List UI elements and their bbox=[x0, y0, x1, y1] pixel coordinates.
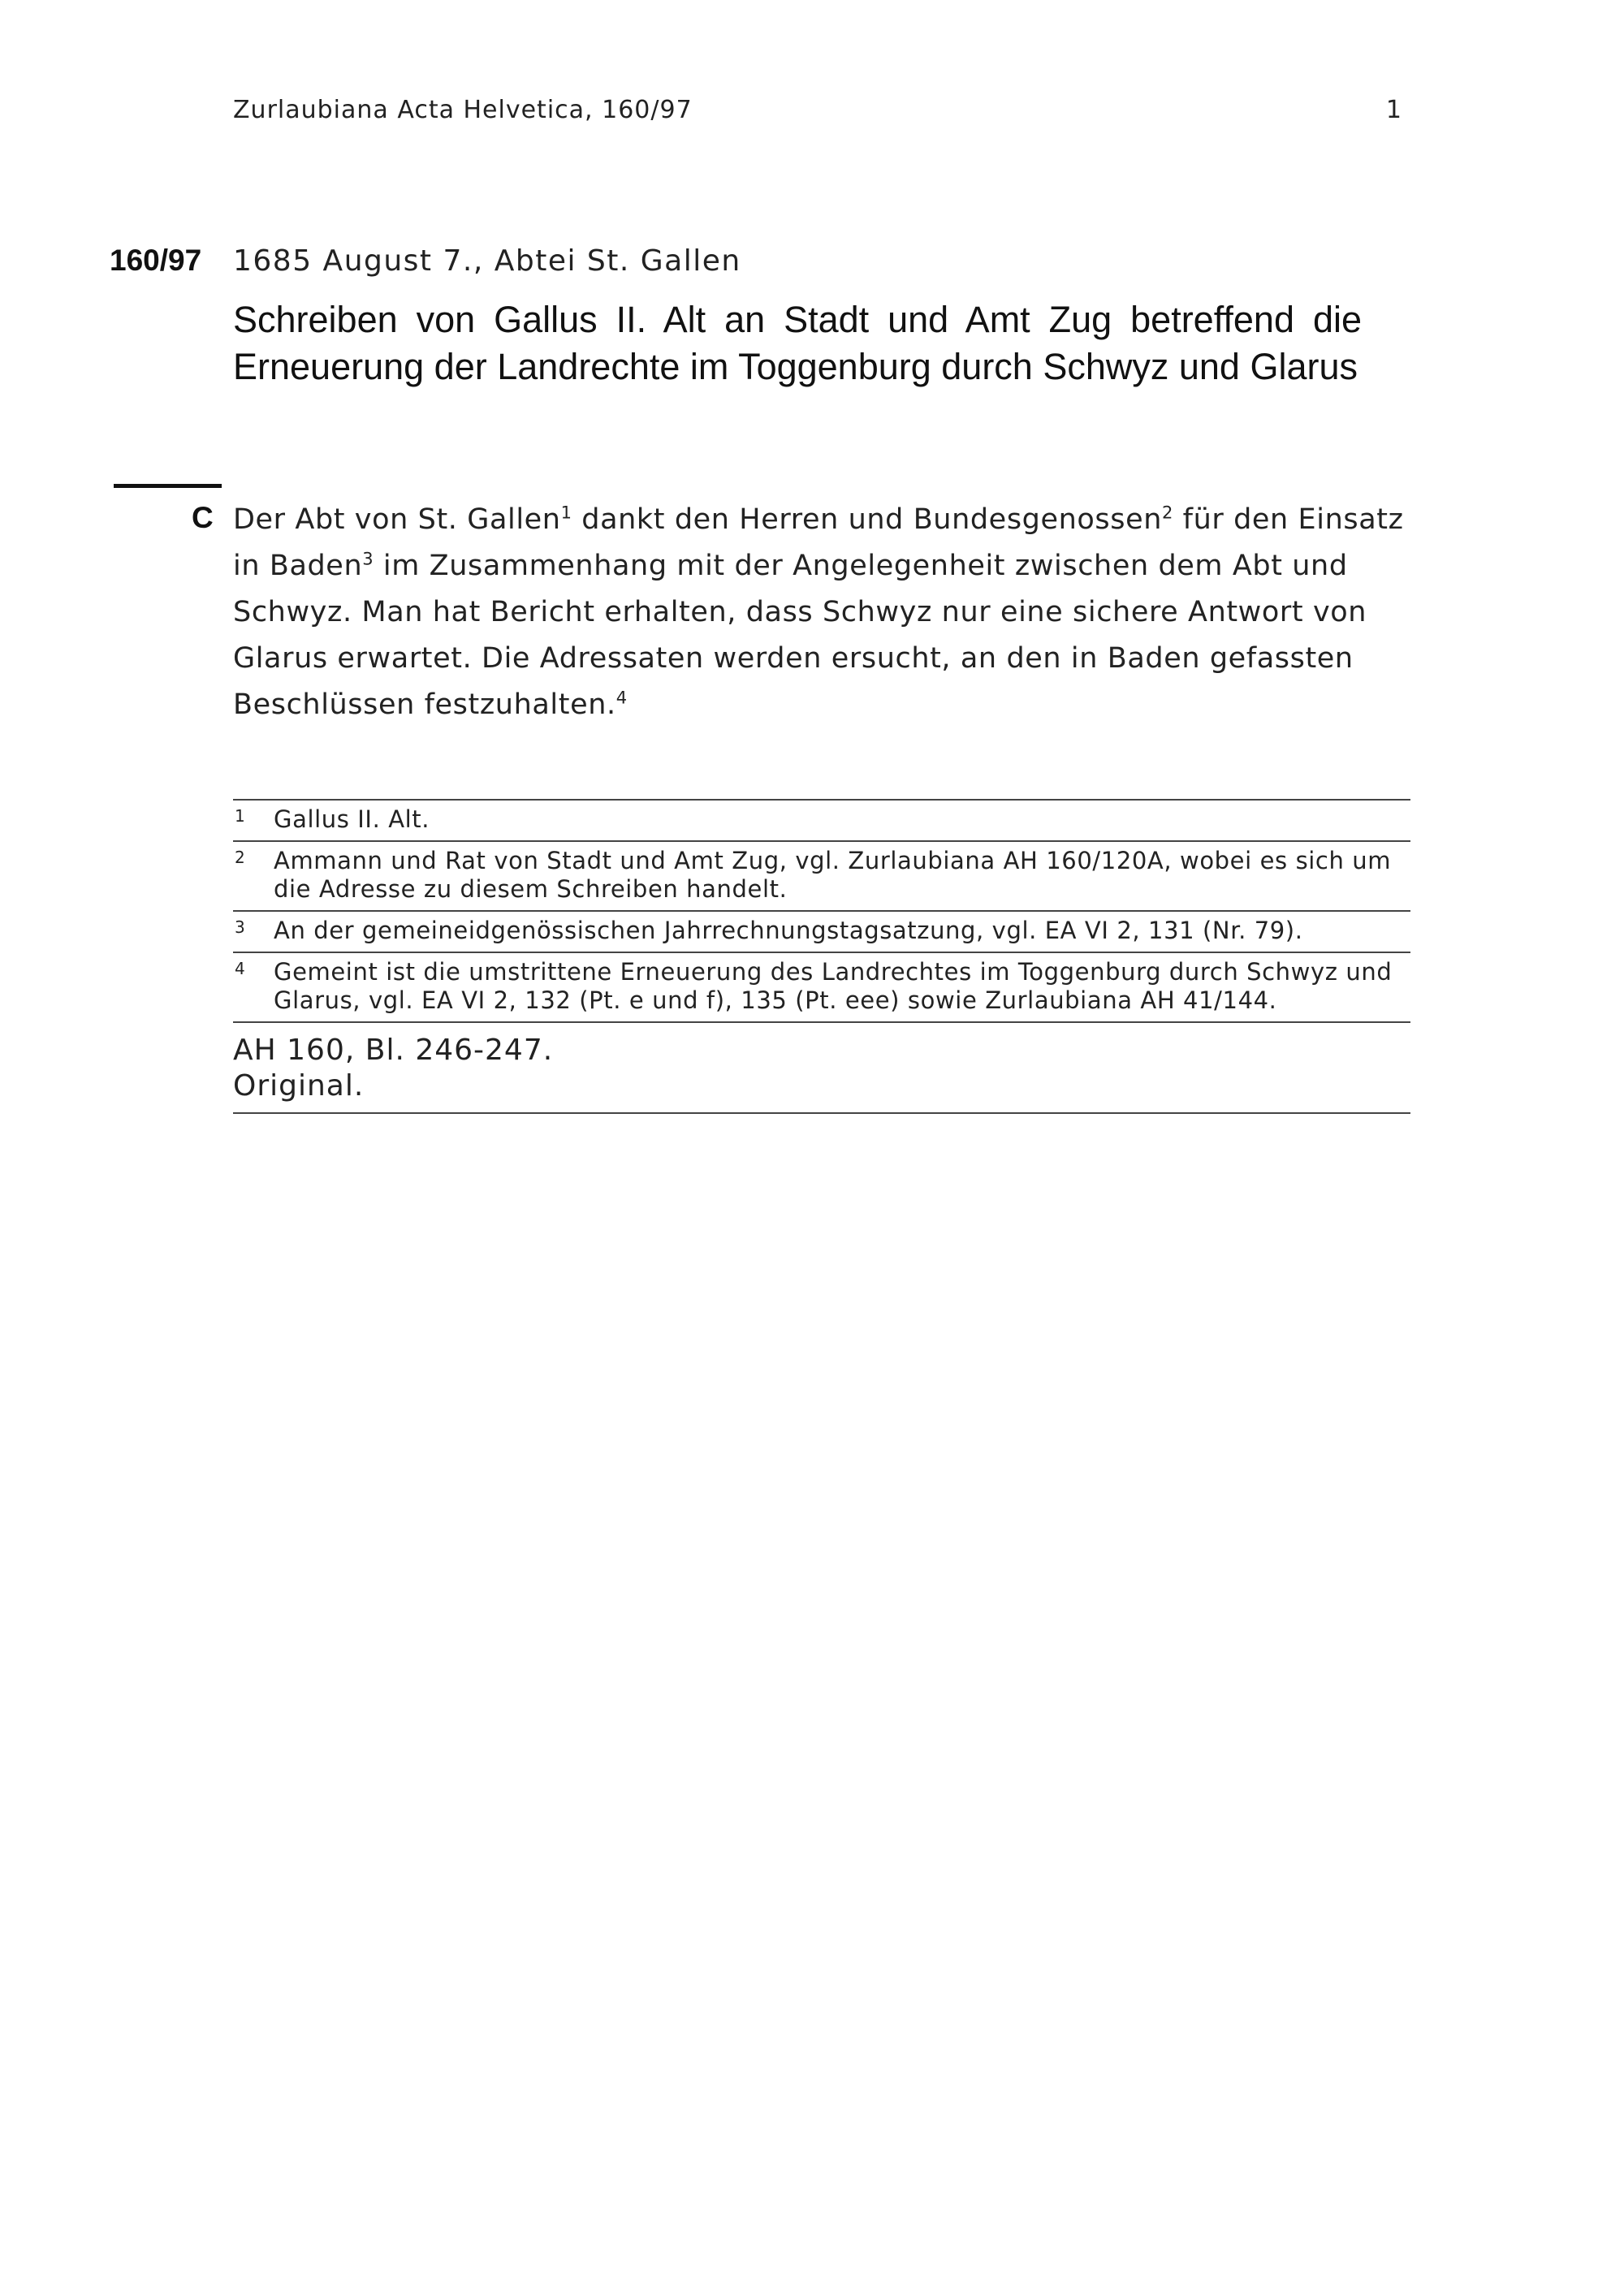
footnote-ref[interactable]: 1 bbox=[560, 503, 572, 523]
summary-segment: im Zusammenhang mit der Angelegenheit zwischen dem Abt und Schwyz. Man hat Bericht erhalten, dass Schwyz nur eine sichere Antwort von Glarus erwartet. Die Adressaten werden ersucht, an den in Baden gefassten Beschlüssen festzuhalten. bbox=[233, 550, 1367, 721]
summary-segment: Der Abt von St. Gallen bbox=[233, 503, 561, 536]
footnote-ref[interactable]: 2 bbox=[1161, 503, 1173, 523]
source-type: Original. bbox=[233, 1069, 365, 1103]
section-divider bbox=[114, 484, 222, 488]
document-title: Schreiben von Gallus II. Alt an Stadt und Amt Zug betreffend die Erneuerung der Landrechte im Toggenburg durch Schwyz und Glarus bbox=[233, 299, 1362, 387]
running-head bbox=[233, 96, 1402, 124]
source-signature: AH 160, Bl. 246-247. bbox=[233, 1034, 554, 1067]
source-note bbox=[233, 1021, 1410, 1114]
footnote-ref[interactable]: 3 bbox=[362, 549, 374, 569]
footnote-mark: 3 bbox=[235, 917, 246, 937]
summary-segment: für den Einsatz in Baden bbox=[233, 503, 1404, 582]
footnote-mark: 4 bbox=[235, 959, 246, 978]
running-head-title: Zurlaubiana Acta Helvetica, 160/97 bbox=[233, 96, 693, 124]
summary-segment: dankt den Herren und Bundesgenossen bbox=[572, 503, 1162, 536]
page-number: 1 bbox=[1385, 96, 1402, 124]
footnotes bbox=[233, 799, 1410, 1114]
footnote-text: An der gemeineidgenössischen Jahrrechnungstagsatzung, vgl. EA VI 2, 131 (Nr. 79). bbox=[274, 917, 1303, 944]
summary-text bbox=[233, 497, 1410, 728]
footnote-mark: 2 bbox=[235, 848, 246, 867]
footnote-text: Gallus II. Alt. bbox=[274, 805, 430, 833]
date-place: 1685 August 7., Abtei St. Gallen bbox=[233, 244, 741, 278]
footnote-text: Ammann und Rat von Stadt und Amt Zug, vgl. Zurlaubiana AH 160/120A, wobei es sich um die Adresse zu diesem Schreiben handelt. bbox=[274, 847, 1392, 903]
footnote-text: Gemeint ist die umstrittene Erneuerung des Landrechtes im Toggenburg durch Schwyz und Glarus, vgl. EA VI 2, 132 (Pt. e und f), 135 (Pt. eee) sowie Zurlaubiana AH 41/144. bbox=[274, 958, 1393, 1014]
footnote bbox=[233, 840, 1410, 910]
footnote bbox=[233, 910, 1410, 952]
footnote bbox=[233, 799, 1410, 840]
footnote-ref[interactable]: 4 bbox=[615, 688, 628, 708]
section-letter: C bbox=[192, 501, 214, 534]
document-number: 160/97 bbox=[110, 244, 202, 277]
footnote bbox=[233, 952, 1410, 1021]
footnote-mark: 1 bbox=[235, 806, 246, 826]
